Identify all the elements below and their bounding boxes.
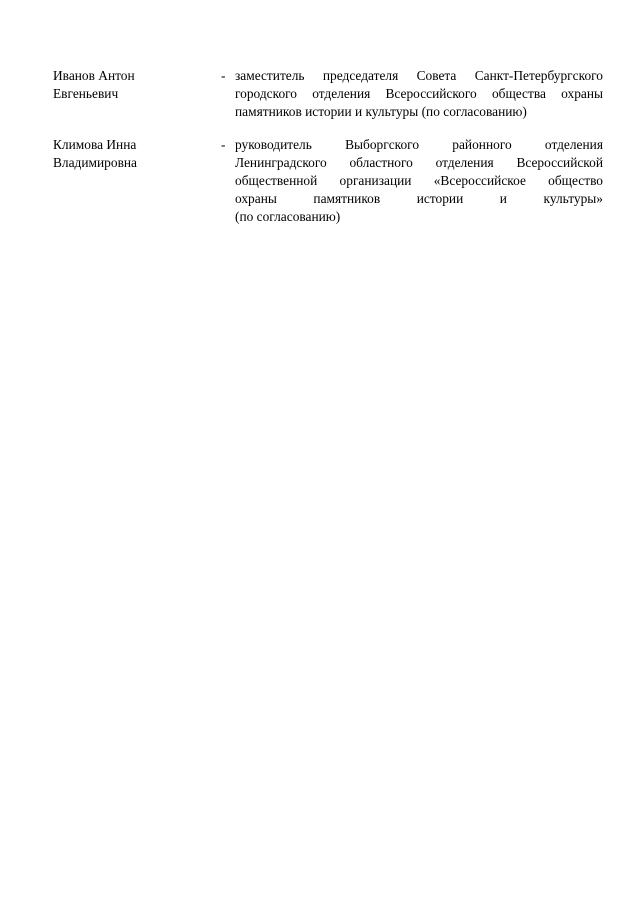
member-position-line: заместитель председателя Совета Санкт-Петербургского [235, 68, 603, 83]
member-position-line: (по согласованию) [235, 209, 341, 224]
member-position-line: руководитель Выборгского районного отделения [235, 137, 603, 152]
member-position-line: Ленинградского областного отделения Всероссийской [235, 155, 603, 170]
member-position [235, 136, 603, 226]
member-name [53, 136, 203, 172]
member-name-line: Иванов Антон [53, 68, 135, 83]
member-position-line: памятников истории и культуры (по согласованию) [235, 104, 527, 119]
member-position-line: городского отделения Всероссийского общества охраны [235, 86, 603, 101]
member-position-line: охраны памятников истории и культуры» [235, 191, 603, 206]
member-position-line: общественной организации «Всероссийское общество [235, 173, 603, 188]
dash-separator: - [221, 68, 226, 83]
member-name-line: Владимировна [53, 155, 137, 170]
member-position [235, 67, 603, 121]
member-name-line: Евгеньевич [53, 86, 119, 101]
member-name [53, 67, 203, 103]
member-name-line: Климова Инна [53, 137, 137, 152]
dash-separator: - [221, 137, 226, 152]
